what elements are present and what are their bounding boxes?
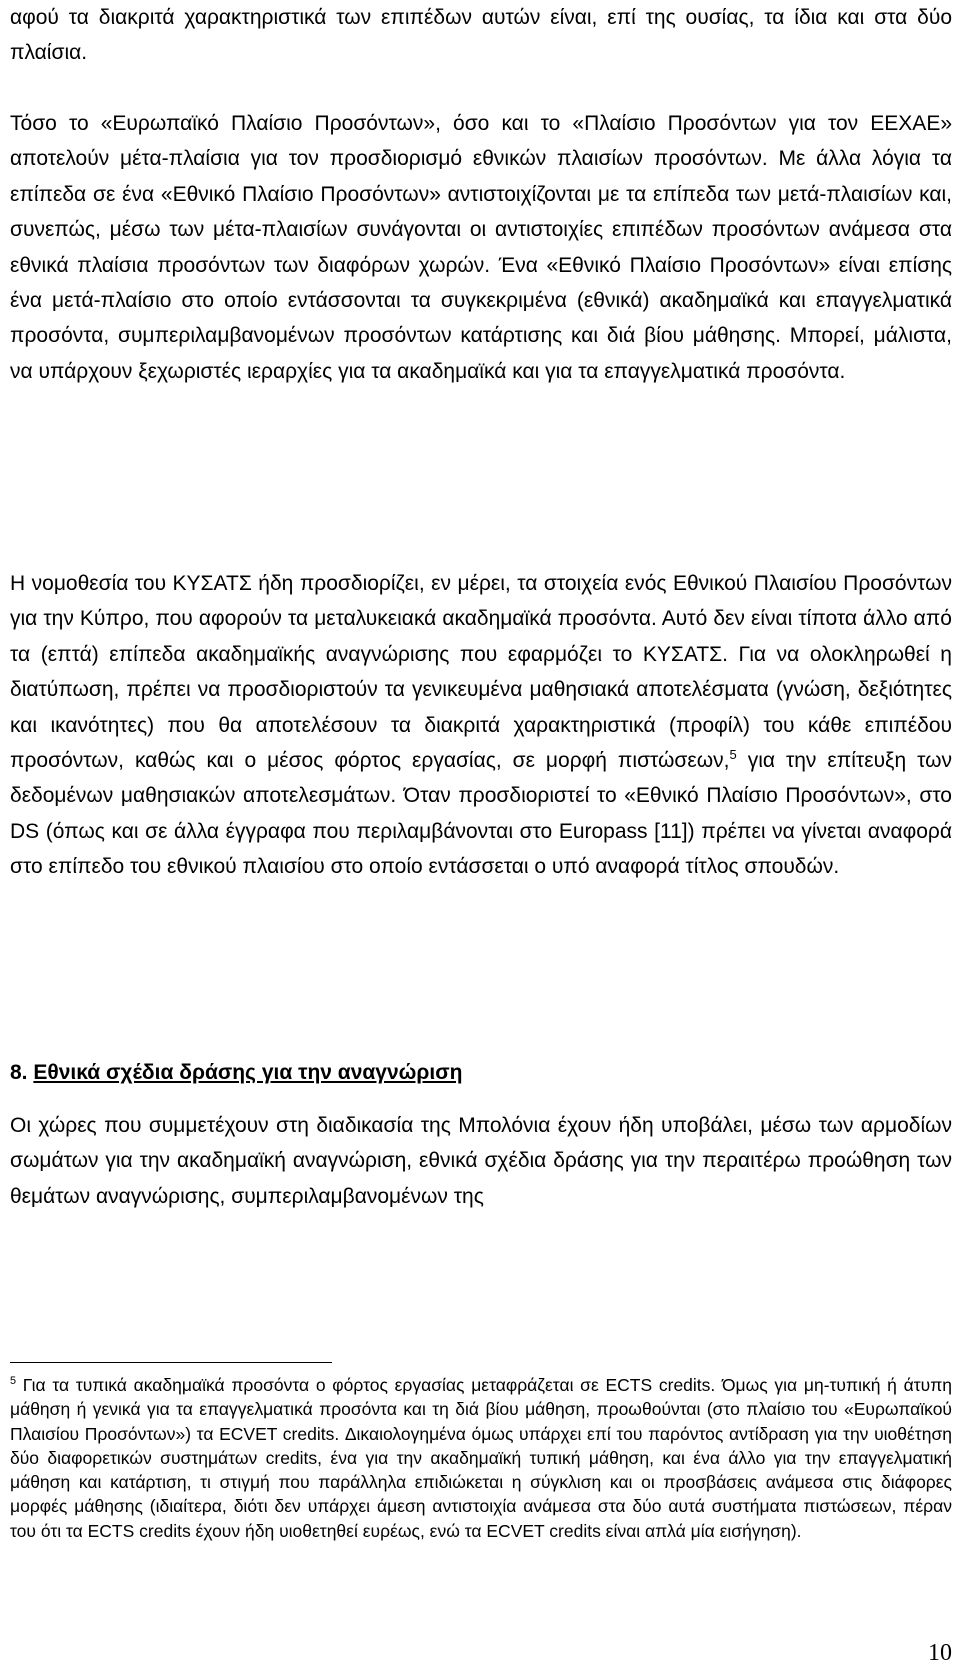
section-heading bbox=[10, 1058, 952, 1088]
paragraph-frameworks: Τόσο το «Ευρωπαϊκό Πλαίσιο Προσόντων», όσο και το «Πλαίσιο Προσόντων για τον ΕΕΧΑΕ» αποτελούν μέτα-πλαίσια για τον προσδιορισμό εθνικών πλαισίων προσόντων. Με άλλα λόγια τα επίπεδα σε ένα «Εθνικό Πλαίσιο Προσόντων» αντιστοιχίζονται με τα επίπεδα των μετά-πλαισίων και, συνεπώς, μέσω των μέτα-πλαισίων συνάγονται οι αντιστοιχίες επιπέδων προσόντων ανάμεσα στα εθνικά πλαίσια προσόντων των διαφόρων χωρών. Ένα «Εθνικό Πλαίσιο Προσόντων» είναι επίσης ένα μετά-πλαίσιο στο οποίο εντάσσονται τα συγκεκριμένα (εθνικά) ακαδημαϊκά και επαγγελματικά προσόντα, συμπεριλαμβανομένων προσόντων κατάρτισης και διά βίου μάθησης. Μπορεί, μάλιστα, να υπάρχουν ξεχωριστές ιεραρχίες για τα ακαδημαϊκά και για τα επαγγελματικά προσόντα. bbox=[10, 112, 952, 383]
footnote-marker: 5 bbox=[10, 1375, 17, 1388]
footnote-reference[interactable]: 5 bbox=[729, 747, 737, 763]
paragraph-text-before-footnote-ref: Η νομοθεσία του ΚΥΣΑΤΣ ήδη προσδιορίζει, εν μέρει, τα στοιχεία ενός Εθνικού Πλαισίου Προσόντων για την Κύπρο, που αφορούν τα μεταλυκειακά ακαδημαϊκά προσόντα. Αυτό δεν είναι τίποτα άλλο από τα (επτά) επίπεδα ακαδημαϊκής αναγνώρισης που εφαρμόζει το ΚΥΣΑΤΣ. Για να ολοκληρωθεί η διατύπωση, πρέπει να προσδιοριστούν τα γενικευμένα μαθησιακά αποτελέσματα (γνώση, δεξιότητες και ικανότητες) που θα αποτελέσουν τα διακριτά χαρακτηριστικά (προφίλ) του κάθε επιπέδου προσόντων, καθώς και ο μέσος φόρτος εργασίας, σε μορφή πιστώσεων, bbox=[10, 572, 952, 773]
section-title: Εθνικά σχέδια δράσης για την αναγνώριση bbox=[33, 1061, 463, 1084]
paragraph-action-plans: Οι χώρες που συμμετέχουν στη διαδικασία της Μπολόνια έχουν ήδη υποβάλει, μέσω των αρμοδίων σωμάτων για την ακαδημαϊκή αναγνώριση, εθνικά σχέδια δράσης για την περαιτέρω προώθηση των θεμάτων αναγνώρισης, συμπεριλαμβανομένων της bbox=[10, 1114, 952, 1208]
footnote-separator bbox=[10, 1362, 332, 1363]
page-number: 10 bbox=[928, 1640, 952, 1666]
paragraph-continuation: αφού τα διακριτά χαρακτηριστικά των επιπέδων αυτών είναι, επί της ουσίας, τα ίδια και στα δύο πλαίσια. bbox=[10, 6, 952, 65]
paragraph-text-after-footnote-ref: για την επίτευξη των δεδομένων μαθησιακών αποτελεσμάτων. Όταν προσδιοριστεί το «Εθνικό Πλαίσιο Προσόντων», στο DS (όπως και σε άλλα έγγραφα που περιλαμβάνονται στο Europass [11]) πρέπει να γίνεται αναφορά στο επίπεδο του εθνικού πλαισίου στο οποίο εντάσσεται ο υπό αναφορά τίτλος σπουδών. bbox=[10, 749, 952, 879]
footnote bbox=[10, 1373, 952, 1543]
section-number: 8. bbox=[10, 1061, 28, 1084]
footnote-text: Για τα τυπικά ακαδημαϊκά προσόντα ο φόρτος εργασίας μεταφράζεται σε ECTS credits. Όμως για μη-τυπική ή άτυπη μάθηση ή γενικά για τα επαγγελματικά προσόντα και τη διά βίου μάθηση, προωθούνται (στο πλαίσιο του «Ευρωπαϊκού Πλαισίου Προσόντων») τα ECVET credits. Δικαιολογημένα όμως υπάρχει επί του παρόντος αντίδραση για την υιοθέτηση δύο διαφορετικών συστημάτων credits, ένα για την ακαδημαϊκή τυπική μάθηση, και ένα άλλο για την επαγγελματική μάθηση και κατάρτιση, τι στιγμή που παράλληλα επιδιώκεται η σύγκλιση και οι προσβάσεις ανάμεσα στις διάφορες μορφές μάθησης (ιδιαίτερα, διότι δεν υπάρχει άμεση αντιστοιχία ανάμεσα στα δύο αυτά συστήματα πιστώσεων, πέραν του ότι τα ECTS credits έχουν ήδη υιοθετηθεί ευρέως, ενώ τα ECVET credits είναι απλά μία εισήγηση). bbox=[10, 1375, 952, 1541]
paragraph-kysats-legislation bbox=[10, 566, 952, 885]
